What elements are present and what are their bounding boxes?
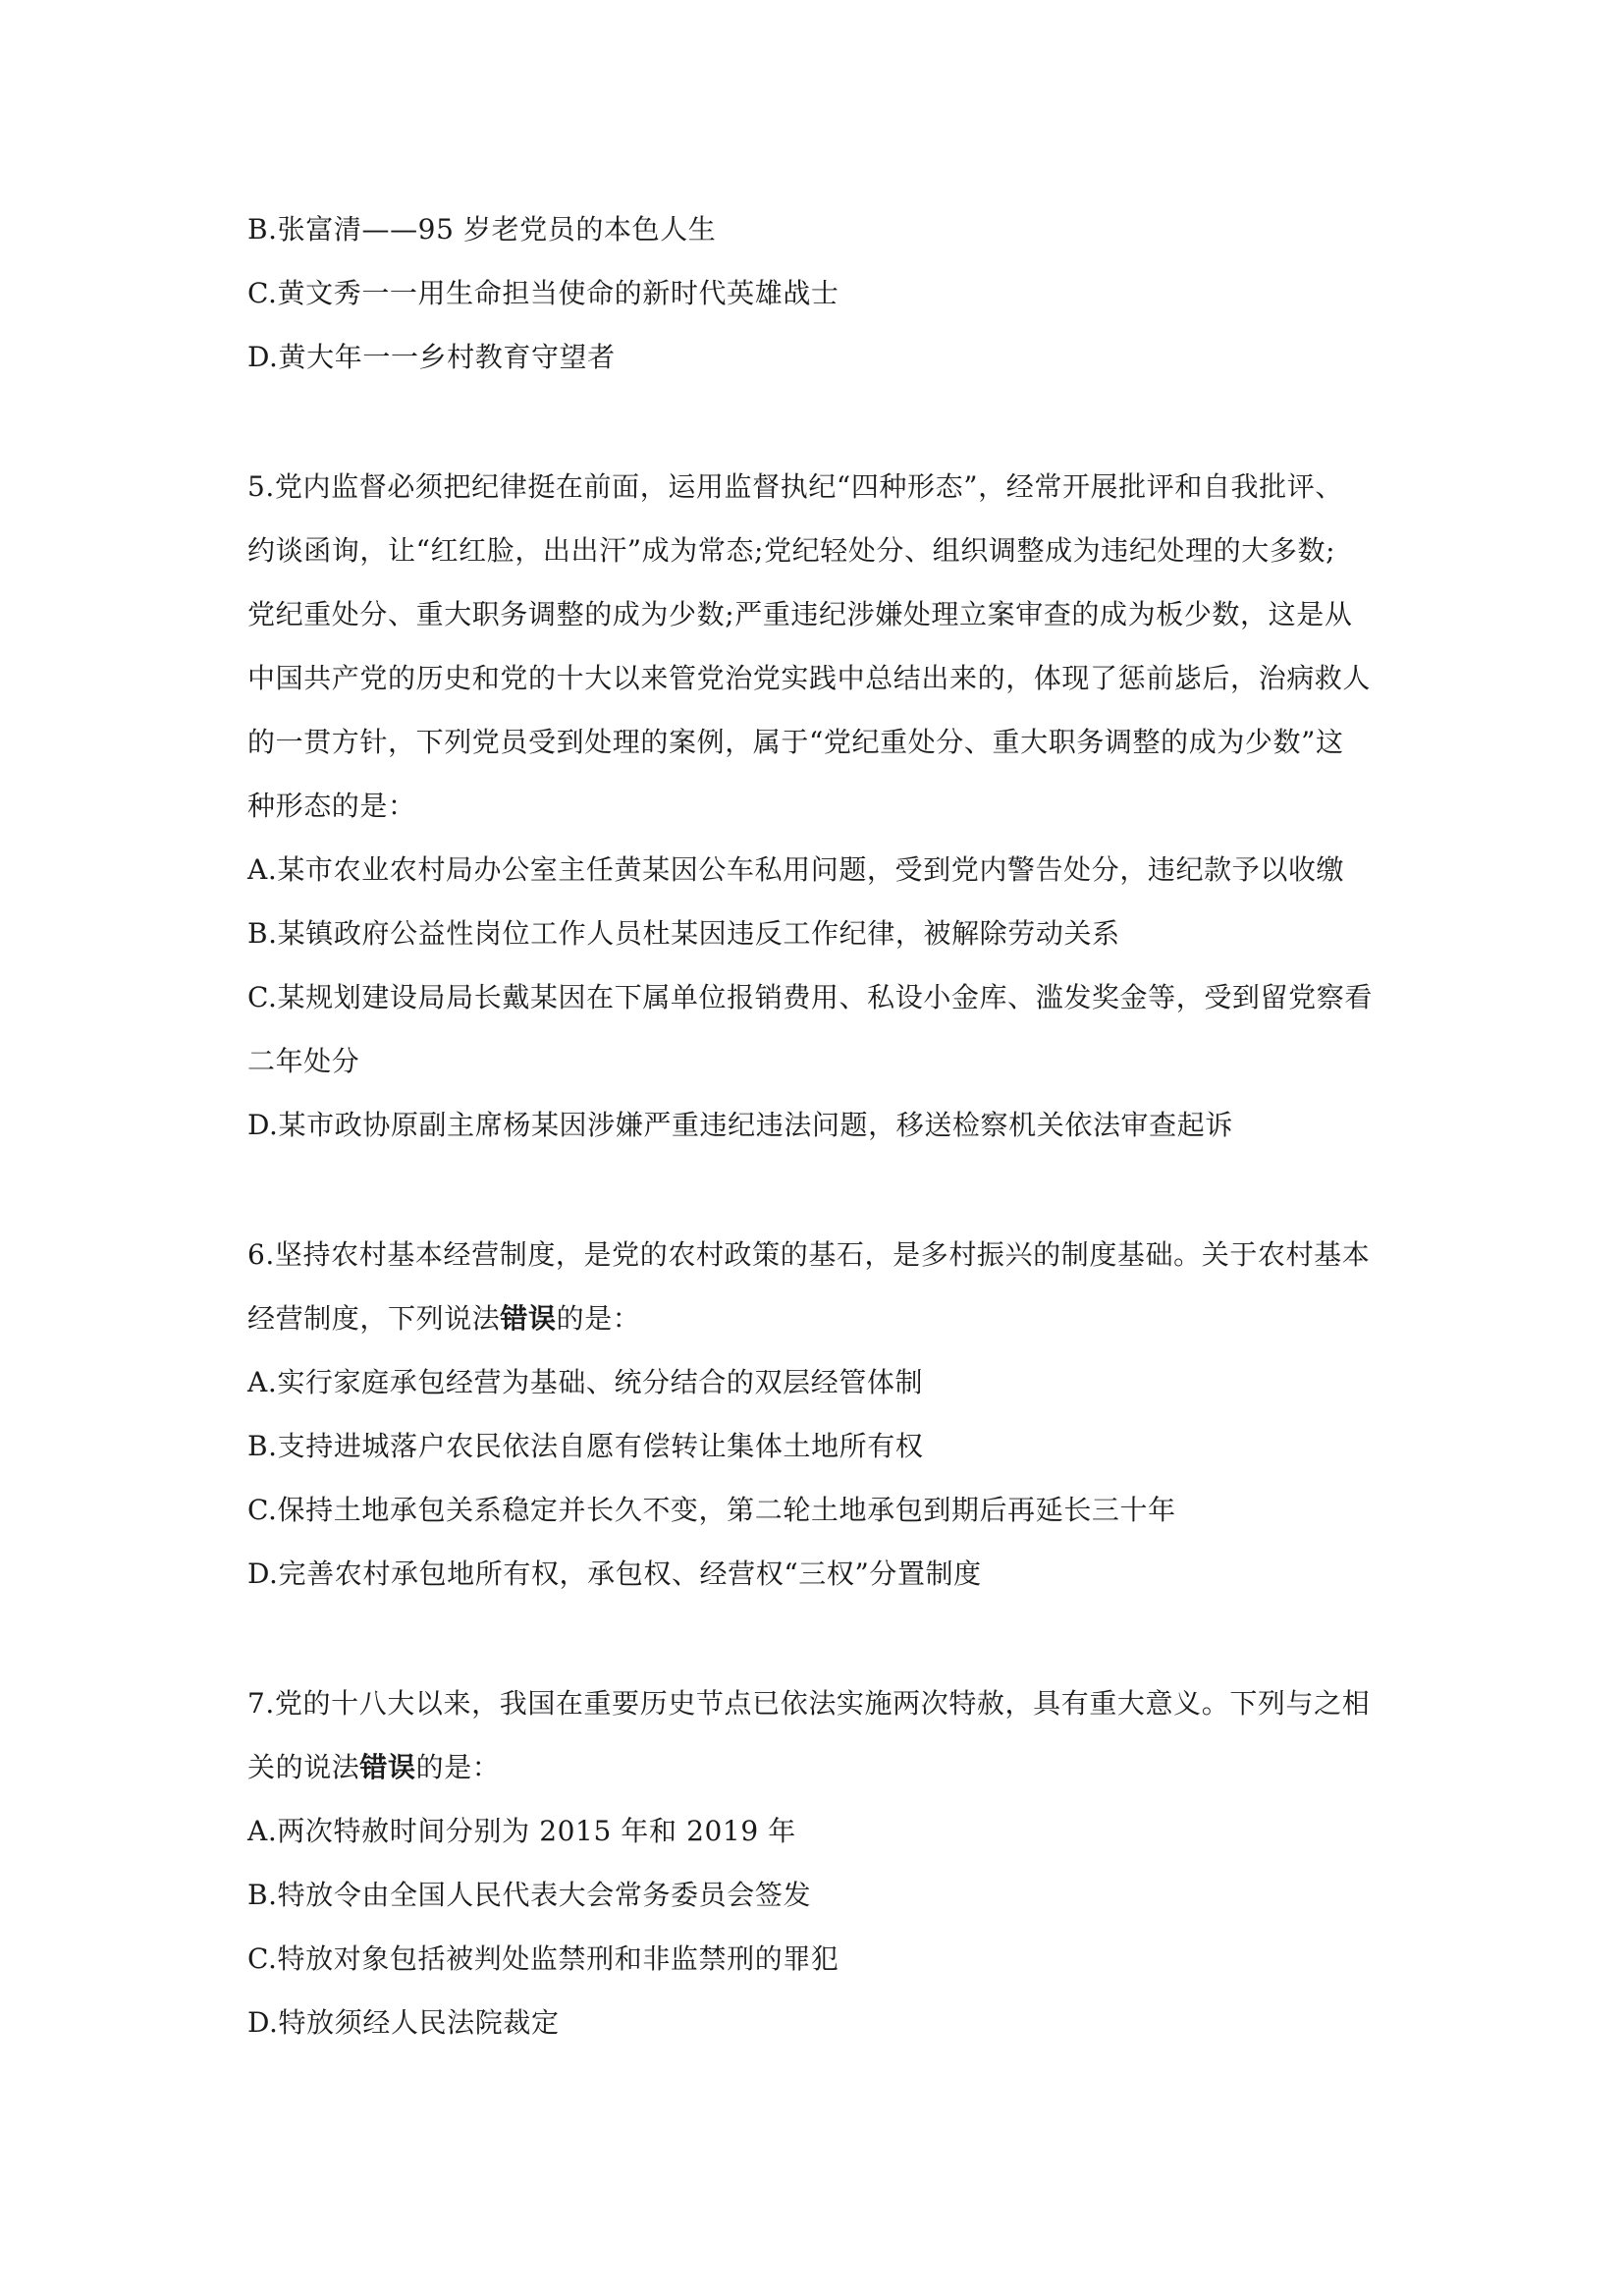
q6-option-b: B.支持进城落户农民依法自愿有偿转让集体土地所有权: [247, 1430, 924, 1462]
q7-option-c: C.特放对象包括被判处监禁刑和非监禁刑的罪犯: [247, 1942, 839, 1975]
q7-option-b: B.特放令由全国人民代表大会常务委员会签发: [247, 1879, 812, 1911]
q5-option-c-cont: 二年处分: [247, 1045, 360, 1077]
q6-option-c: C.保持土地承包关系稳定并长久不变，第二轮土地承包到期后再延长三十年: [247, 1494, 1176, 1526]
q5-option-d: D.某市政协原副主席杨某因涉嫌严重违纪违法问题，移送检察机关依法审查起诉: [247, 1109, 1233, 1141]
q7-stem-text: 关的说法: [247, 1751, 360, 1783]
q5-stem-line: 党纪重处分、重大职务调整的成为少数;严重违纪涉嫌处理立案审查的成为板少数，这是从: [247, 598, 1353, 630]
q6-stem-text: 经营制度，下列说法: [247, 1302, 501, 1335]
q6-stem-text: 的是：: [556, 1302, 641, 1335]
q4-option-b: B.张富清——95 岁老党员的本色人生: [247, 213, 717, 246]
q6-option-a: A.实行家庭承包经营为基础、统分结合的双层经管体制: [247, 1366, 924, 1398]
q6-emphasis: 错误: [500, 1302, 557, 1335]
q5-stem-line: 中国共产党的历史和党的十大以来管党治党实践中总结出来的，体现了惩前毖后，治病救人: [247, 662, 1372, 694]
q7-option-d: D.特放须经人民法院裁定: [247, 2006, 560, 2039]
q5-option-c: C.某规划建设局局长戴某因在下属单位报销费用、私设小金库、滥发奖金等，受到留党察看: [247, 981, 1373, 1013]
q6-option-d: D.完善农村承包地所有权，承包权、经营权“三权”分置制度: [247, 1558, 982, 1590]
q6-stem-line: [247, 1303, 640, 1335]
q4-option-c: C.黄文秀一一用生命担当使命的新时代英雄战士: [247, 277, 839, 309]
q5-stem-line: 5.党内监督必须把纪律挺在前面，运用监督执纪“四种形态”，经常开展批评和自我批评、: [247, 470, 1343, 503]
q5-stem-line: 种形态的是：: [247, 790, 416, 822]
q7-option-a: A.两次特赦时间分别为 2015 年和 2019 年: [247, 1815, 796, 1847]
q7-stem-line: [247, 1752, 500, 1783]
q7-stem-text: 的是：: [415, 1751, 501, 1783]
q5-option-b: B.某镇政府公益性岗位工作人员杜某因违反工作纪律，被解除劳动关系: [247, 917, 1120, 950]
q4-option-d: D.黄大年一一乡村教育守望者: [247, 341, 616, 373]
q6-stem-line: 6.坚持农村基本经营制度，是党的农村政策的基石，是多村振兴的制度基础。关于农村基本: [247, 1238, 1371, 1271]
q5-stem-line: 约谈函询，让“红红脸，出出汗”成为常态;党纪轻处分、组织调整成为违纪处理的大多数;: [247, 534, 1336, 567]
q5-option-a: A.某市农业农村局办公室主任黄某因公车私用问题，受到党内警告处分，违纪款予以收缴: [247, 853, 1345, 886]
q7-stem-line: 7.党的十八大以来，我国在重要历史节点已依法实施两次特赦，具有重大意义。下列与之相: [247, 1687, 1371, 1720]
q5-stem-line: 的一贯方针，下列党员受到处理的案例，属于“党纪重处分、重大职务调整的成为少数”这: [247, 726, 1344, 758]
q7-emphasis: 错误: [359, 1751, 416, 1783]
